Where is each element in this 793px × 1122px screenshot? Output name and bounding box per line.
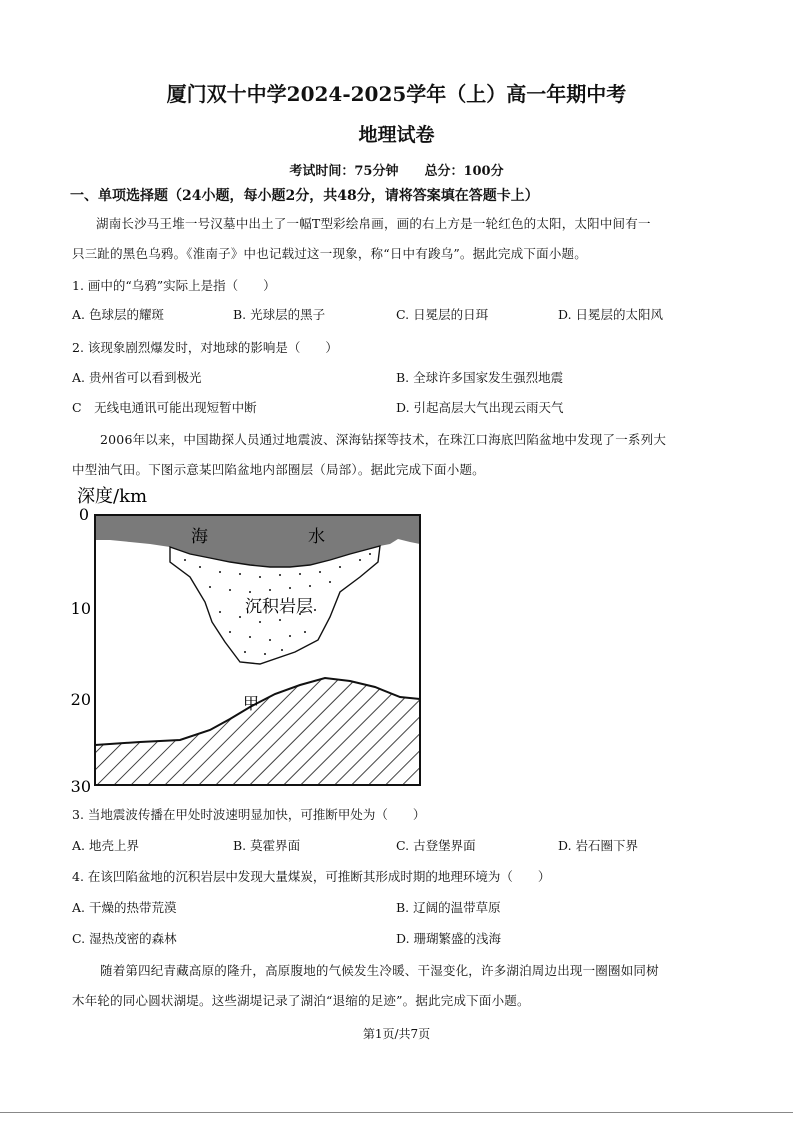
passage-2-line-2: 中型油气田。下图示意某凹陷盆地内部圈层（局部）。据此完成下面小题。: [72, 462, 485, 477]
passage-1-line-1: 湖南长沙马王堆一号汉墓中出土了一幅T型彩绘帛画，画的右上方是一轮红色的太阳，太阳中间有一: [96, 216, 651, 231]
question-1-option-c: C. 日冕层的日珥: [396, 307, 489, 322]
exam-meta: 考试时间：75分钟 总分：100分: [289, 164, 504, 179]
question-4-option-d: D. 珊瑚繁盛的浅海: [396, 931, 502, 946]
label-sedimentary: 沉积岩层: [245, 597, 313, 617]
page-footer: 第1页/共7页: [362, 1027, 431, 1041]
question-4-option-a: A. 干燥的热带荒漠: [72, 900, 177, 915]
y-axis-label: 深度/km: [77, 486, 148, 507]
question-2-option-b: B. 全球许多国家发生强烈地震: [396, 370, 564, 385]
passage-2-line-1: 2006年以来，中国勘探人员通过地震波、深海钻探等技术，在珠江口海底凹陷盆地中发现了一系列大: [100, 432, 667, 447]
passage-3-line-1: 随着第四纪青藏高原的隆升，高原腹地的气候发生冷暖、干湿变化，许多湖泊周边出现一圈圈如同树: [100, 963, 659, 978]
label-jia: 甲: [243, 694, 260, 713]
question-2-option-a: A. 贵州省可以看到极光: [72, 370, 202, 385]
question-3-stem: 3. 当地震波传播在甲处时波速明显加快，可推断甲处为（ ）: [72, 807, 426, 822]
question-1-option-b: B. 光球层的黑子: [233, 307, 326, 322]
question-4-stem: 4. 在该凹陷盆地的沉积岩层中发现大量煤炭，可推断其形成时期的地理环境为（ ）: [72, 869, 551, 884]
question-2-option-c: C 无线电通讯可能出现短暂中断: [72, 400, 257, 415]
question-1-stem: 1. 画中的“乌鸦”实际上是指（ ）: [72, 278, 276, 293]
question-4-option-b: B. 辽阔的温带草原: [396, 900, 501, 915]
tick-20: 20: [70, 690, 91, 709]
figure-svg: [60, 482, 440, 797]
tick-10: 10: [70, 599, 91, 618]
question-2-option-d: D. 引起高层大气出现云雨天气: [396, 400, 564, 415]
page-bottom-rule: [0, 1112, 793, 1113]
question-3-option-a: A. 地壳上界: [72, 838, 139, 853]
question-2-stem: 2. 该现象剧烈爆发时，对地球的影响是（ ）: [72, 340, 338, 355]
question-3-option-d: D. 岩石圈下界: [558, 838, 639, 853]
label-sea-2: 水: [308, 527, 325, 547]
passage-3-line-2: 木年轮的同心圆状湖堤。这些湖堤记录了湖泊“退缩的足迹”。据此完成下面小题。: [72, 993, 530, 1008]
section-heading: 一、单项选择题（24小题，每小题2分，共48分，请将答案填在答题卡上）: [70, 188, 539, 204]
tick-0: 0: [78, 505, 89, 524]
question-1-option-d: D. 日冕层的太阳风: [558, 307, 664, 322]
exam-title: 厦门双十中学2024-2025学年（上）高一年期中考: [166, 82, 627, 106]
tick-30: 30: [70, 777, 91, 796]
exam-subtitle: 地理试卷: [358, 124, 435, 146]
basin-cross-section-figure: [60, 482, 440, 797]
passage-1-line-2: 只三趾的黑色乌鸦。《淮南子》中也记载过这一现象，称“日中有踆乌”。据此完成下面小题。: [72, 246, 587, 261]
label-sea-1: 海: [191, 527, 208, 547]
question-4-option-c: C. 湿热茂密的森林: [72, 931, 177, 946]
question-3-option-b: B. 莫霍界面: [233, 838, 301, 853]
question-1-option-a: A. 色球层的耀斑: [72, 307, 164, 322]
question-3-option-c: C. 古登堡界面: [396, 838, 476, 853]
